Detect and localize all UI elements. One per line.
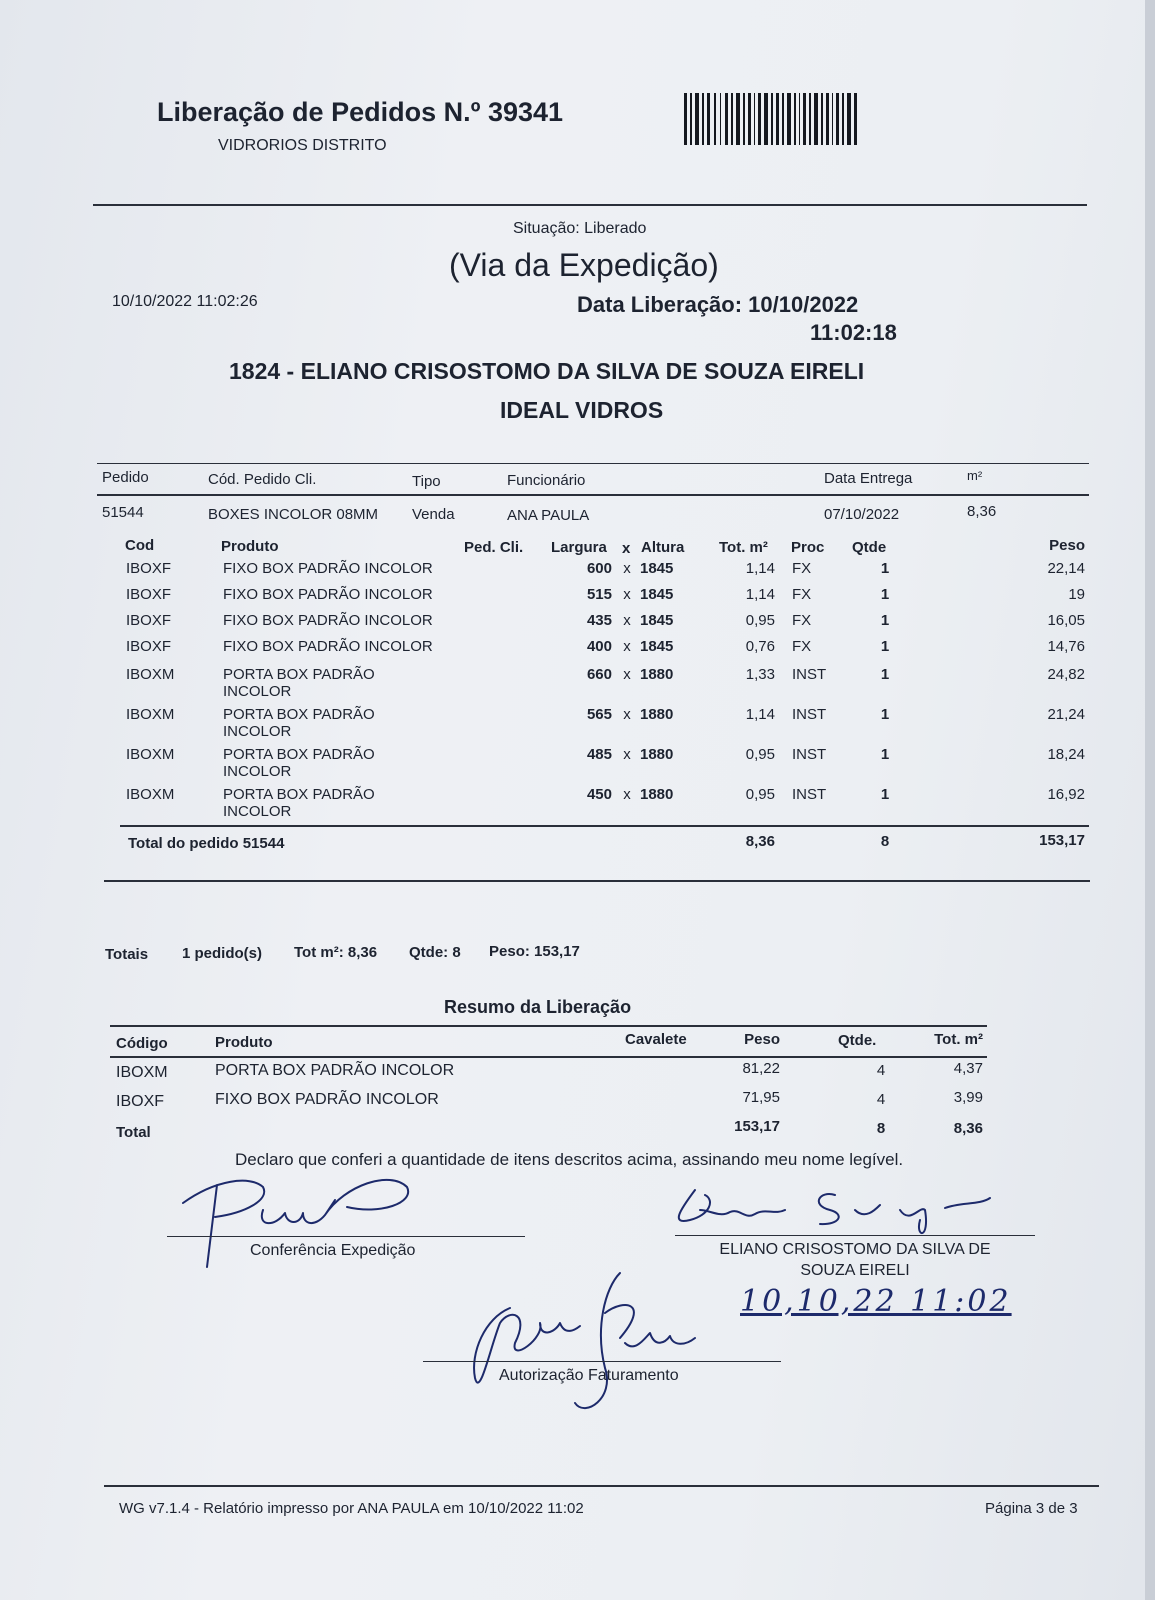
summary-title: Resumo da Liberação [444,997,632,1017]
item-produto: PORTA BOX PADRÃO [223,666,375,683]
order-m2: 8,36 [967,503,997,520]
item-altura: 1845 [640,586,674,603]
order-tipo: Venda [412,506,455,523]
item-produto-line2: INCOLOR [223,803,292,820]
summary-row-peso: 71,95 [742,1089,780,1106]
item-largura: 565 [586,706,612,723]
items-total-qtde: 8 [880,833,890,850]
header-divider [93,204,1087,206]
item-proc: INST [792,666,827,683]
item-peso: 24,82 [1047,666,1085,683]
summary-row-codigo: IBOXM [116,1064,168,1081]
items-total-line [120,825,1089,827]
client-signature-name-line2: SOUZA EIRELI [800,1262,910,1279]
totals-qtde: Qtde: 8 [409,944,461,961]
summary-header-line [110,1056,987,1058]
client-signature-name-line1: ELIANO CRISOSTOMO DA SILVA DE [719,1241,991,1258]
col-qtde: Qtde [852,539,887,556]
order-pedido: 51544 [102,504,144,521]
order-cod-pedido-cli: BOXES INCOLOR 08MM [208,506,379,523]
item-proc: INST [792,706,827,723]
item-cod: IBOXF [126,612,172,629]
summary-row-tot-m2: 4,37 [953,1060,983,1077]
summary-row-produto: FIXO BOX PADRÃO INCOLOR [215,1091,439,1108]
summary-col-peso: Peso [744,1031,780,1048]
summary-row-qtde: 4 [876,1062,886,1079]
item-x: x [623,706,631,723]
summary-col-codigo: Código [116,1035,168,1052]
item-qtde: 1 [880,706,890,723]
summary-total-label: Total [116,1124,151,1141]
item-cod: IBOXF [126,560,172,577]
status-text: Situação: Liberado [513,220,647,237]
item-produto: FIXO BOX PADRÃO INCOLOR [223,638,433,655]
item-qtde: 1 [880,666,890,683]
item-proc: FX [792,638,812,655]
release-time: 11:02:18 [810,320,897,345]
item-peso: 22,14 [1047,560,1085,577]
totals-pedidos: 1 pedido(s) [182,945,263,962]
col-funcionario: Funcionário [507,472,586,489]
summary-total-tot-m2: 8,36 [953,1120,983,1137]
item-tot-m2: 1,33 [745,666,775,683]
item-proc: FX [792,612,812,629]
item-x: x [623,746,631,763]
item-x: x [623,612,631,629]
item-produto: PORTA BOX PADRÃO [223,706,375,723]
release-date: Data Liberação: 10/10/2022 [577,292,859,317]
footer-page-number: Página 3 de 3 [985,1500,1078,1517]
item-altura: 1845 [640,612,674,629]
col-altura: Altura [641,539,685,556]
item-x: x [623,560,631,577]
item-altura: 1880 [640,786,674,803]
item-produto-line2: INCOLOR [223,723,292,740]
item-largura: 600 [586,560,612,577]
item-proc: FX [792,560,812,577]
item-cod: IBOXM [126,786,175,803]
item-cod: IBOXF [126,586,172,603]
order-header-line [97,494,1089,496]
item-proc: INST [792,746,827,763]
item-altura: 1845 [640,638,674,655]
item-qtde: 1 [880,586,890,603]
item-peso: 14,76 [1047,638,1085,655]
items-total-label: Total do pedido 51544 [128,835,285,852]
client-trade-name: IDEAL VIDROS [500,397,664,423]
col-x: x [622,540,631,557]
col-cod-pedido-cli: Cód. Pedido Cli. [208,471,317,488]
item-produto: PORTA BOX PADRÃO [223,746,375,763]
item-proc: INST [792,786,827,803]
item-tot-m2: 0,76 [745,638,775,655]
summary-col-produto: Produto [215,1034,273,1051]
signature-autorizacao-icon [455,1268,705,1418]
item-cod: IBOXF [126,638,172,655]
item-altura: 1880 [640,746,674,763]
client-signature-line [675,1235,1035,1236]
order-funcionario: ANA PAULA [507,507,590,524]
summary-row-produto: PORTA BOX PADRÃO INCOLOR [215,1062,455,1079]
item-largura: 660 [586,666,612,683]
col-tot-m2: Tot. m² [719,539,768,556]
items-section-divider [104,880,1090,882]
col-ped-cli: Ped. Cli. [464,539,524,556]
totals-tot-m2: Tot m²: 8,36 [294,944,378,961]
item-produto-line2: INCOLOR [223,763,292,780]
item-produto-line2: INCOLOR [223,683,292,700]
item-peso: 16,92 [1047,786,1085,803]
item-peso: 21,24 [1047,706,1085,723]
declaration-text: Declaro que conferi a quantidade de itens descritos acima, assinando meu nome legível. [235,1150,904,1169]
footer-report-info: WG v7.1.4 - Relatório impresso por ANA PAULA em 10/10/2022 11:02 [119,1500,584,1517]
item-produto: PORTA BOX PADRÃO [223,786,375,803]
item-produto: FIXO BOX PADRÃO INCOLOR [223,560,433,577]
summary-col-tot-m2: Tot. m² [934,1031,983,1048]
item-qtde: 1 [880,560,890,577]
print-datetime: 10/10/2022 11:02:26 [112,293,258,310]
item-tot-m2: 0,95 [745,746,775,763]
item-largura: 450 [586,786,612,803]
summary-row-codigo: IBOXF [116,1093,165,1110]
summary-row-tot-m2: 3,99 [953,1089,983,1106]
item-cod: IBOXM [126,746,175,763]
item-largura: 485 [586,746,612,763]
summary-col-qtde: Qtde. [838,1032,877,1049]
item-tot-m2: 1,14 [745,706,775,723]
col-produto: Produto [221,538,279,555]
item-altura: 1880 [640,706,674,723]
conferencia-signature-line [167,1236,525,1237]
item-qtde: 1 [880,638,890,655]
item-qtde: 1 [880,612,890,629]
item-x: x [623,666,631,683]
footer-divider [104,1485,1099,1487]
item-peso: 18,24 [1047,746,1085,763]
col-tipo: Tipo [412,473,441,490]
item-proc: FX [792,586,812,603]
totals-peso: Peso: 153,17 [489,943,580,960]
col-largura: Largura [551,539,607,556]
item-tot-m2: 1,14 [745,586,775,603]
item-x: x [623,786,631,803]
col-peso: Peso [1049,537,1085,554]
item-peso: 19 [1068,586,1085,603]
col-m2: m² [967,468,983,483]
item-tot-m2: 1,14 [745,560,775,577]
item-qtde: 1 [880,746,890,763]
conferencia-label: Conferência Expedição [250,1242,416,1259]
summary-col-cavalete: Cavalete [625,1031,687,1048]
col-proc: Proc [791,539,825,556]
items-total-peso: 153,17 [1039,832,1085,849]
summary-row-qtde: 4 [876,1091,886,1108]
item-tot-m2: 0,95 [745,612,775,629]
order-header-top-line [97,463,1089,464]
item-x: x [623,586,631,603]
summary-total-peso: 153,17 [734,1118,780,1135]
autorizacao-signature-line [423,1361,781,1362]
copy-label: (Via da Expedição) [449,247,719,283]
document-title: Liberação de Pedidos N.º 39341 [157,97,564,127]
handwritten-datetime: 10,10,22 11:02 [740,1284,1012,1319]
client-name: 1824 - ELIANO CRISOSTOMO DA SILVA DE SOUZA EIRELI [229,358,865,384]
barcode-icon [684,93,859,145]
item-produto: FIXO BOX PADRÃO INCOLOR [223,586,433,603]
items-total-m2: 8,36 [745,833,775,850]
item-altura: 1880 [640,666,674,683]
item-cod: IBOXM [126,706,175,723]
totals-label: Totais [105,946,149,963]
col-data-entrega: Data Entrega [824,470,913,487]
item-produto: FIXO BOX PADRÃO INCOLOR [223,612,433,629]
summary-row-peso: 81,22 [742,1060,780,1077]
item-cod: IBOXM [126,666,175,683]
item-largura: 400 [586,638,612,655]
order-data-entrega: 07/10/2022 [824,506,900,523]
item-peso: 16,05 [1047,612,1085,629]
item-qtde: 1 [880,786,890,803]
col-pedido: Pedido [102,469,149,486]
item-x: x [623,638,631,655]
summary-total-qtde: 8 [876,1120,886,1137]
item-largura: 515 [586,586,612,603]
item-tot-m2: 0,95 [745,786,775,803]
signature-client-icon [670,1180,1010,1240]
autorizacao-label: Autorização Faturamento [499,1367,679,1384]
summary-top-line [110,1025,987,1027]
item-largura: 435 [586,612,612,629]
item-altura: 1845 [640,560,674,577]
col-cod: Cod [125,537,155,554]
company-name: VIDRORIOS DISTRITO [218,137,387,154]
